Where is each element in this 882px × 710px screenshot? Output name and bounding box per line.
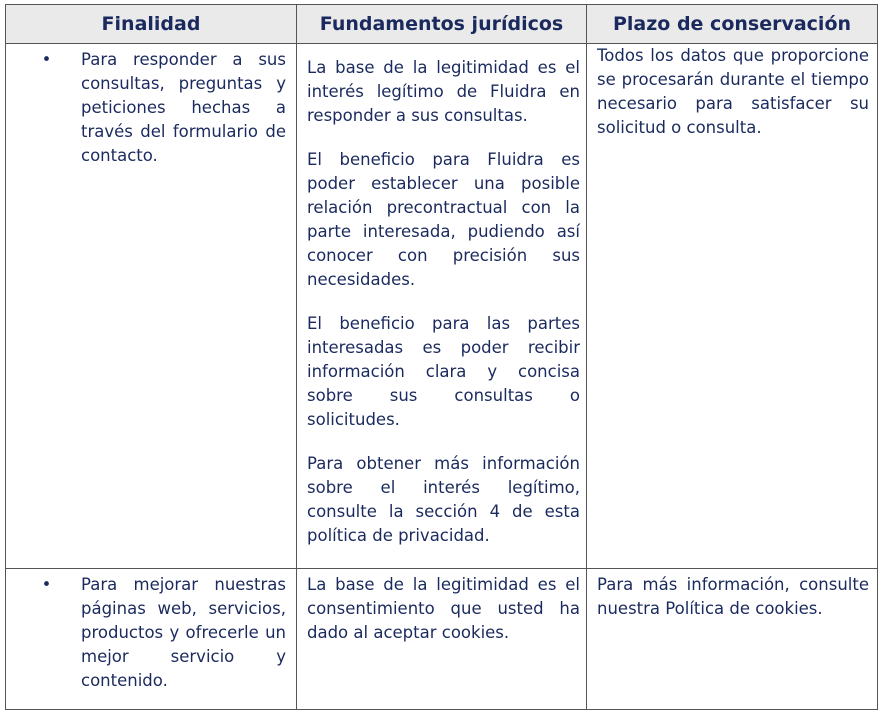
legal-basis-paragraph: Para obtener más información sobre el interés legítimo, consulte la sección 4 de esta política de privacidad.	[307, 454, 580, 545]
purpose-cell	[6, 44, 297, 569]
retention-cell	[587, 569, 878, 710]
header-row	[6, 5, 878, 44]
retention-text: Para más información, consulte nuestra Política de cookies.	[597, 575, 869, 618]
header-legal-basis: Fundamentos jurídicos	[297, 5, 587, 44]
bullet-item	[6, 573, 286, 693]
bullet-item	[6, 48, 286, 168]
purpose-text: Para mejorar nuestras páginas web, servicios, productos y ofrecerle un mejor servicio y contenido.	[81, 575, 286, 690]
legal-basis-paragraph: El beneficio para las partes interesadas es poder recibir información clara y concisa sobre sus consultas o solicitudes.	[307, 314, 580, 429]
purpose-text: Para responder a sus consultas, preguntas y peticiones hechas a través del formulario de contacto.	[81, 50, 286, 165]
legal-basis-cell	[297, 44, 587, 569]
purpose-cell	[6, 569, 297, 710]
table-row	[6, 44, 878, 569]
legal-basis-paragraph: La base de la legitimidad es el consentimiento que usted ha dado al aceptar cookies.	[307, 575, 580, 642]
header-purpose: Finalidad	[6, 5, 297, 44]
legal-basis-cell	[297, 569, 587, 710]
retention-cell	[587, 44, 878, 569]
legal-basis-paragraph: La base de la legitimidad es el interés legítimo de Fluidra en responder a sus consultas.	[307, 58, 580, 125]
bullet-icon: •	[41, 50, 52, 69]
header-retention-period: Plazo de conservación	[587, 5, 878, 44]
legal-basis-paragraph: El beneficio para Fluidra es poder establecer una posible relación precontractual con la parte interesada, pudiendo así conocer con precisión sus necesidades.	[307, 150, 580, 289]
table-row	[6, 569, 878, 710]
retention-text: Todos los datos que proporcione se procesarán durante el tiempo necesario para satisfacer su solicitud o consulta.	[597, 46, 869, 137]
bullet-icon: •	[41, 575, 52, 594]
privacy-purpose-table	[5, 4, 878, 710]
